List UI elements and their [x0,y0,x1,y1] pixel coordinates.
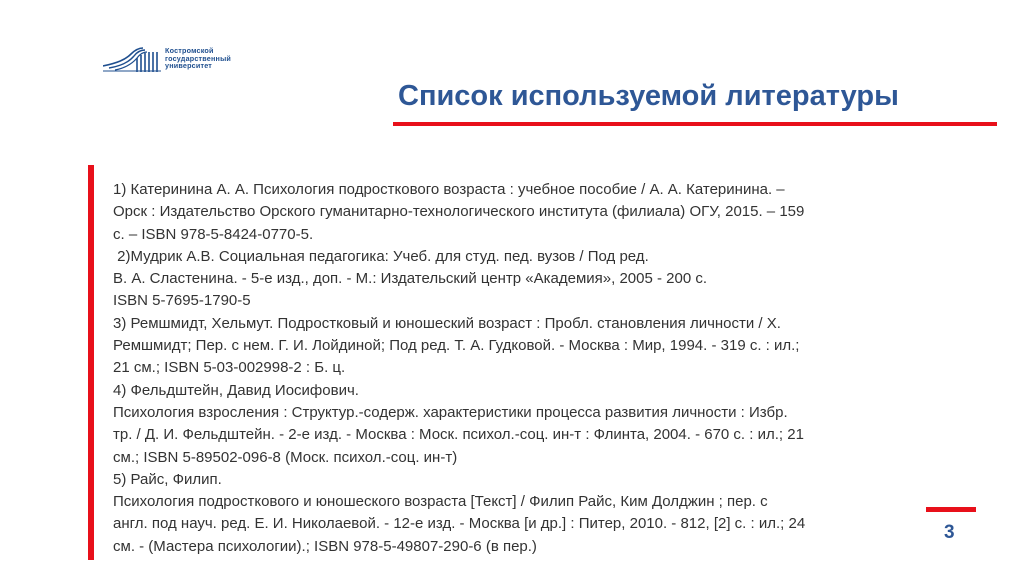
page-title: Список используемой литературы [398,80,899,112]
reference-line: Психология взросления : Структур.-содерж. характеристики процесса развития личности : Избр. [113,403,788,421]
reference-line: 4) Фельдштейн, Давид Иосифович. [113,381,359,399]
logo-wordmark [165,47,231,70]
reference-line: Психология подросткового и юношеского возраста [Текст] / Филип Райс, Ким Долджин ; пер. с [113,493,768,511]
reference-line: тр. / Д. И. Фельдштейн. - 2-е изд. - Москва : Моск. психол.-соц. ин-т : Флинта, 2004. - 670 с. : ил.; 21 [113,426,804,444]
logo-line: университет [165,61,213,71]
university-emblem-icon [103,44,165,76]
page-number: 3 [944,522,955,543]
reference-line: см.; ISBN 5-89502-096-8 (Моск. психол.-соц. ин-т) [113,448,458,466]
reference-line: с. – ISBN 978-5-8424-0770-5. [113,225,314,243]
page-number-bar [926,507,976,512]
title-underline [393,122,997,126]
logo-line: государственный [165,53,232,63]
reference-line: Ремшмидт; Пер. с нем. Г. И. Лойдиной; Под ред. Т. А. Гудковой. - Москва : Мир, 1994. - 319 с. : ил.; [113,337,800,355]
reference-line: ISBN 5-7695-1790-5 [113,292,251,310]
reference-line: Орск : Издательство Орского гуманитарно-технологического института (филиала) ОГУ, 2015. – 159 [113,203,805,221]
left-accent-bar [88,165,94,560]
reference-line: см. - (Мастера психологии).; ISBN 978-5-49807-290-6 (в пер.) [113,537,537,555]
reference-line: 3) Ремшмидт, Хельмут. Подростковый и юношеский возраст : Пробл. становления личности / Х. [113,314,781,332]
reference-line: англ. под науч. ред. Е. И. Николаевой. - 12-е изд. - Москва [и др.] : Питер, 2010. - 812, [2] с. : ил.; 24 [113,515,806,533]
reference-line: 5) Райс, Филип. [113,470,222,488]
reference-line: В. А. Сластенина. - 5-е изд., доп. - М.: Издательский центр «Академия», 2005 - 200 с. [113,270,708,288]
reference-line: 2)Мудрик А.В. Социальная педагогика: Учеб. для студ. пед. вузов / Под ред. [113,247,649,265]
reference-line: 21 см.; ISBN 5-03-002998-2 : Б. ц. [113,359,346,377]
university-logo [103,44,273,76]
reference-line: 1) Катеринина А. А. Психология подросткового возраста : учебное пособие / А. А. Катеринина. – [113,181,785,198]
logo-line: Костромской [165,46,214,55]
reference-list [113,179,923,558]
